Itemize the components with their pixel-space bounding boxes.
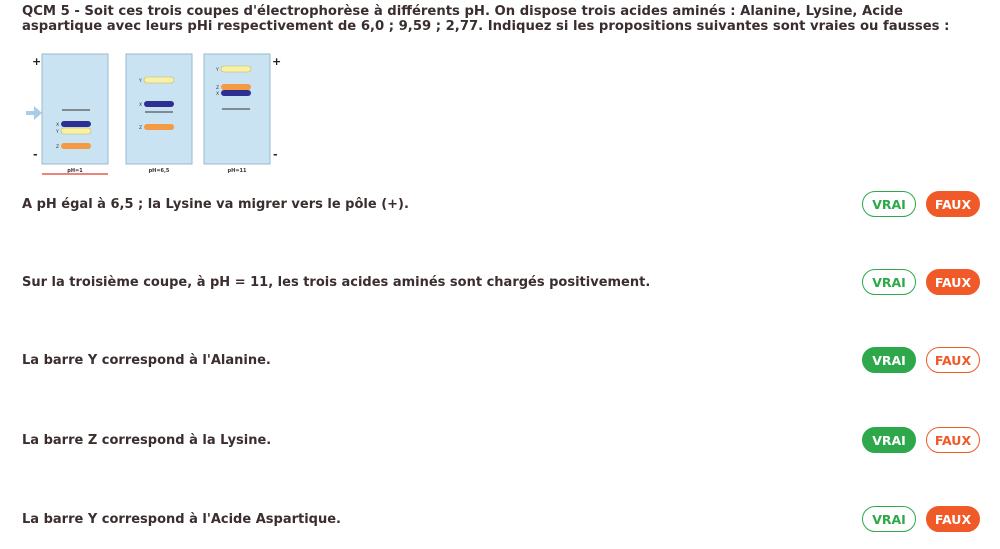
band-x-ph65: [144, 101, 174, 107]
letter-x: X: [139, 103, 143, 108]
vrai-button[interactable]: VRAI: [862, 191, 916, 217]
proposition-row-1: [0, 191, 1000, 221]
vrai-button[interactable]: VRAI: [862, 347, 916, 373]
letter-y: Y: [139, 79, 142, 84]
vrai-button[interactable]: VRAI: [862, 427, 916, 453]
band-z-ph11: [221, 84, 251, 90]
band-x-ph1: [61, 121, 91, 127]
faux-button[interactable]: FAUX: [926, 427, 980, 453]
band-y-ph1: [61, 128, 91, 134]
letter-x: X: [56, 123, 60, 128]
letter-x: X: [216, 92, 220, 97]
gel-ph65: [126, 54, 192, 164]
plus-sign-right: +: [272, 55, 282, 68]
band-z-ph1: [61, 143, 91, 149]
faux-button[interactable]: FAUX: [926, 269, 980, 295]
electrophoresis-svg: [22, 52, 290, 176]
minus-sign-left: -: [33, 148, 38, 161]
vrai-button[interactable]: VRAI: [862, 269, 916, 295]
label-ph1: pH=1: [67, 168, 83, 174]
band-z-ph65: [144, 124, 174, 130]
arrow-icon: [26, 106, 42, 120]
band-y-ph65: [144, 77, 174, 83]
proposition-row-5: [0, 506, 1000, 536]
plus-sign-left: +: [32, 55, 42, 68]
proposition-text: La barre Y correspond à l'Alanine.: [22, 353, 271, 368]
minus-sign-right: -: [273, 148, 278, 161]
proposition-row-4: [0, 427, 1000, 457]
proposition-text: Sur la troisième coupe, à pH = 11, les trois acides aminés sont chargés positivement.: [22, 275, 651, 290]
letter-y: Y: [216, 68, 219, 73]
electrophoresis-figure: [22, 52, 290, 176]
proposition-text: La barre Y correspond à l'Acide Aspartique.: [22, 512, 341, 527]
faux-button[interactable]: FAUX: [926, 347, 980, 373]
faux-button[interactable]: FAUX: [926, 191, 980, 217]
label-ph65: pH=6,5: [148, 168, 170, 174]
letter-z: Z: [139, 126, 143, 131]
proposition-row-2: [0, 269, 1000, 299]
band-y-ph11: [221, 66, 251, 72]
letter-z: Z: [56, 145, 60, 150]
letter-z: Z: [216, 86, 220, 91]
question-text: QCM 5 - Soit ces trois coupes d'électrophorèse à différents pH. On dispose trois acides aminés : Alanine, Lysine, Acide aspartique avec leurs pHi respectivement de 6,0 ; 9,59 ; 2,77. Indiquez si les propositions suivantes sont vraies ou fausses :: [22, 4, 950, 34]
proposition-text: La barre Z correspond à la Lysine.: [22, 433, 272, 448]
label-ph11: pH=11: [227, 168, 247, 174]
faux-button[interactable]: FAUX: [926, 506, 980, 532]
letter-y: Y: [56, 130, 59, 135]
proposition-row-3: [0, 347, 1000, 377]
band-x-ph11: [221, 90, 251, 96]
vrai-button[interactable]: VRAI: [862, 506, 916, 532]
proposition-text: A pH égal à 6,5 ; la Lysine va migrer vers le pôle (+).: [22, 197, 409, 212]
